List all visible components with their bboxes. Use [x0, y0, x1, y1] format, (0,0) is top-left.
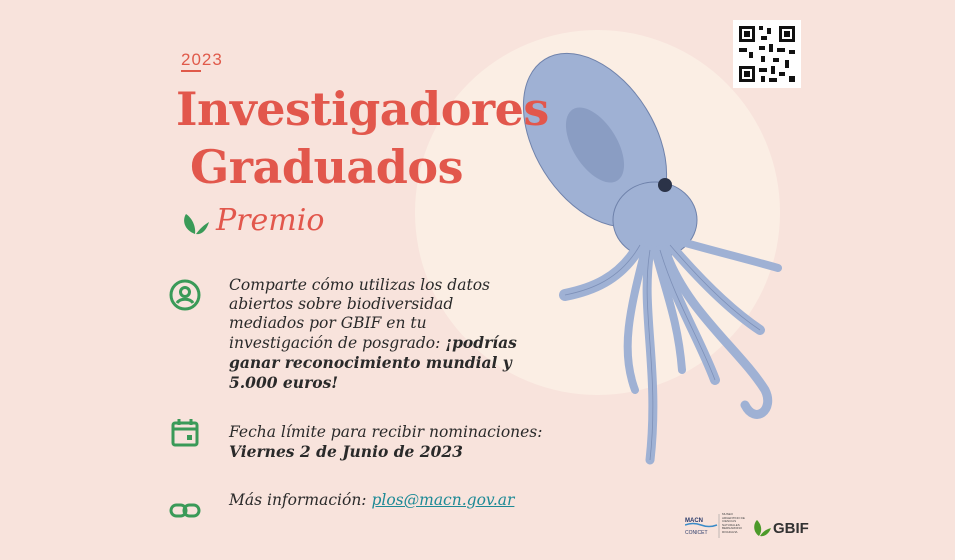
leaf-icon — [180, 208, 210, 238]
macn-description: MUSEO ARGENTINO DE CIENCIAS NATURALES BERNARDINO RIVADAVIA — [722, 513, 745, 534]
link-icon — [168, 494, 202, 528]
deadline-label: Fecha límite para recibir nominaciones: — [229, 423, 543, 441]
macn-logo-text: MACN — [685, 518, 703, 524]
gbif-logo — [754, 520, 809, 537]
year-underline — [181, 70, 201, 72]
deadline-date: Viernes 2 de Junio de 2023 — [229, 442, 463, 461]
award-description — [229, 276, 519, 393]
title-line-2: Graduados — [190, 140, 463, 194]
award-subtitle: Premio — [216, 203, 325, 238]
calendar-icon — [168, 416, 202, 450]
conicet-text: CONICET — [685, 530, 708, 536]
macn-logo — [685, 513, 748, 541]
description-highlight: ¡podrías ganar reconocimiento mundial y 5.000 euros! — [229, 333, 517, 392]
gbif-text: GBIF — [773, 520, 809, 537]
description-text: Comparte cómo utilizas los datos abiertos sobre biodiversidad mediados por GBIF en tu investigación de posgrado: — [229, 276, 490, 352]
person-icon — [168, 278, 202, 312]
title-line-1: Investigadores — [176, 82, 549, 136]
info-label: Más información: — [229, 491, 372, 509]
email-link[interactable]: plos@macn.gov.ar — [371, 491, 515, 509]
year-label: 2023 — [181, 50, 223, 69]
qr-code[interactable] — [733, 20, 801, 88]
more-info — [229, 491, 514, 510]
partner-logos — [685, 510, 815, 544]
